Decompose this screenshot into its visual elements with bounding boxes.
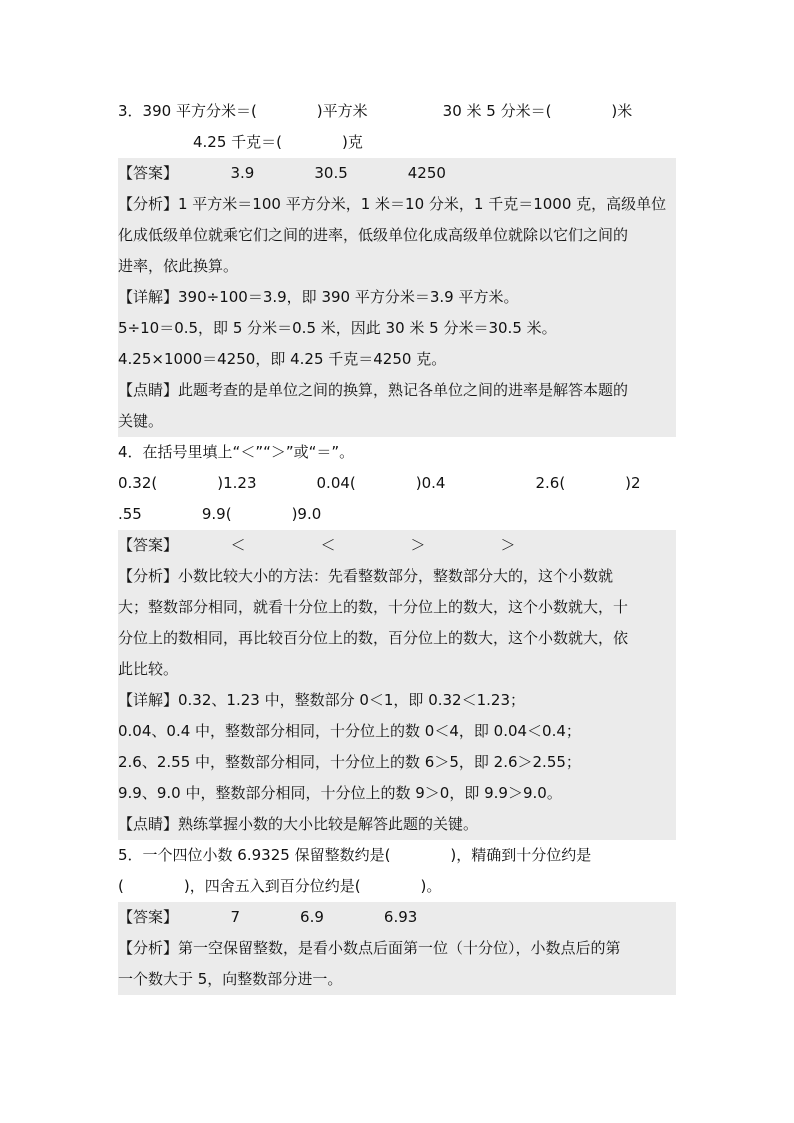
answer-line: 【答案】 7 6.9 6.93 <box>118 902 676 933</box>
question-line: 0.32( )1.23 0.04( )0.4 2.6( )2 <box>118 474 641 492</box>
answer-line: 此比较。 <box>118 654 676 685</box>
question-line: 4.25 千克＝( )克 <box>118 133 363 151</box>
question-line: 3．390 平方分米＝( )平方米 30 米 5 分米＝( )米 <box>118 102 633 120</box>
answer-line: 0.04、0.4 中，整数部分相同，十分位上的数 0＜4，即 0.04＜0.4； <box>118 716 676 747</box>
answer-line: 分位上的数相同，再比较百分位上的数，百分位上的数大，这个小数就大，依 <box>118 623 676 654</box>
document-body <box>118 96 676 995</box>
answer-line: 9.9、9.0 中，整数部分相同，十分位上的数 9＞0，即 9.9＞9.0。 <box>118 778 676 809</box>
answer-line: 4.25×1000＝4250，即 4.25 千克＝4250 克。 <box>118 344 676 375</box>
answer-line: 5÷10＝0.5，即 5 分米＝0.5 米，因此 30 米 5 分米＝30.5 米。 <box>118 313 676 344</box>
answer-line: 化成低级单位就乘它们之间的进率，低级单位化成高级单位就除以它们之间的 <box>118 220 676 251</box>
answer-line: 【答案】 3.9 30.5 4250 <box>118 158 676 189</box>
answer-line: 【详解】0.32、1.23 中，整数部分 0＜1，即 0.32＜1.23； <box>118 685 676 716</box>
answer-line: 进率，依此换算。 <box>118 251 676 282</box>
answer-line: 【点睛】熟练掌握小数的大小比较是解答此题的关键。 <box>118 809 676 840</box>
answer-line: 【分析】1 平方米＝100 平方分米，1 米＝10 分米，1 千克＝1000 克，高级单位 <box>118 189 676 220</box>
question-line: .55 9.9( )9.0 <box>118 505 322 523</box>
question-line: 4．在括号里填上“＜”“＞”或“＝”。 <box>118 443 355 461</box>
answer-line: 【答案】 ＜ ＜ ＞ ＞ <box>118 530 676 561</box>
answer-line: 【详解】390÷100＝3.9，即 390 平方分米＝3.9 平方米。 <box>118 282 676 313</box>
answer-line: 一个数大于 5，向整数部分进一。 <box>118 964 676 995</box>
question-line: ( )，四舍五入到百分位约是( )。 <box>118 877 442 895</box>
answer-line: 【分析】第一空保留整数，是看小数点后面第一位（十分位），小数点后的第 <box>118 933 676 964</box>
answer-line: 【点睛】此题考查的是单位之间的换算，熟记各单位之间的进率是解答本题的 <box>118 375 676 406</box>
answer-line: 2.6、2.55 中，整数部分相同，十分位上的数 6＞5，即 2.6＞2.55； <box>118 747 676 778</box>
answer-line: 关键。 <box>118 406 676 437</box>
answer-line: 大；整数部分相同，就看十分位上的数，十分位上的数大，这个小数就大，十 <box>118 592 676 623</box>
question-line: 5．一个四位小数 6.9325 保留整数约是( )，精确到十分位约是 <box>118 846 592 864</box>
answer-line: 【分析】小数比较大小的方法：先看整数部分，整数部分大的，这个小数就 <box>118 561 676 592</box>
